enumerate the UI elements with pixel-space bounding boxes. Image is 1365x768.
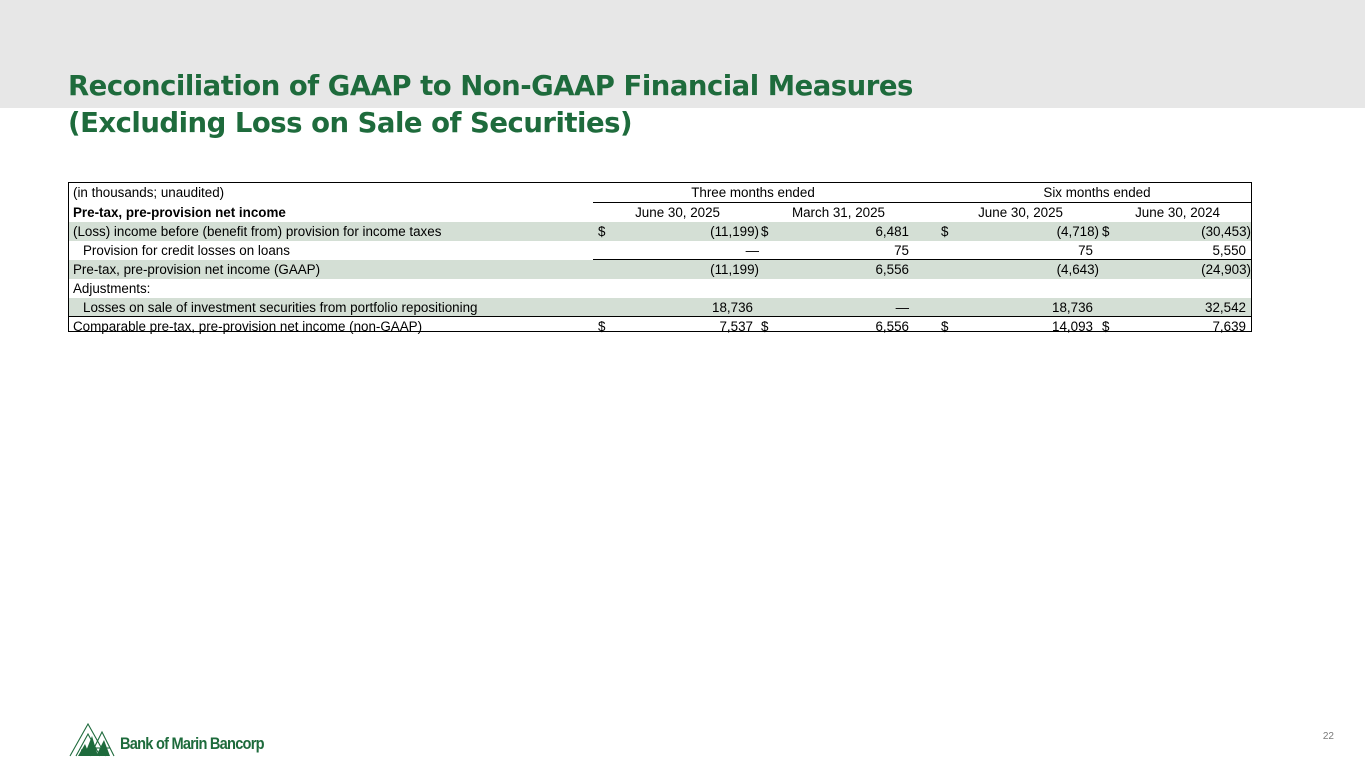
group-six-months: Six months ended <box>1043 185 1151 200</box>
table-header-row-2 <box>69 203 1251 222</box>
value-col-2: 6,556 <box>875 262 909 277</box>
value-col-1: 7,537 <box>719 319 753 334</box>
value-col-3: (4,643) <box>1056 262 1099 277</box>
value-col-3: (4,718) <box>1056 224 1099 239</box>
table-row <box>69 260 1251 279</box>
bank-logo <box>68 718 288 758</box>
section-label: Pre-tax, pre-provision net income <box>73 205 286 220</box>
value-col-2: — <box>895 300 909 315</box>
table-row <box>69 241 1251 260</box>
currency-symbol: $ <box>598 319 606 334</box>
value-col-3: 75 <box>1078 243 1093 258</box>
value-col-4: 5,550 <box>1212 243 1246 258</box>
table-row <box>69 317 1251 336</box>
row-label: (Loss) income before (benefit from) provision for income taxes <box>73 224 442 239</box>
row-label: Adjustments: <box>73 281 151 296</box>
col-header-1: June 30, 2025 <box>635 205 720 220</box>
value-col-3: 14,093 <box>1052 319 1093 334</box>
value-col-2: 6,556 <box>875 319 909 334</box>
value-col-4: (24,903) <box>1201 262 1251 277</box>
reconciliation-table <box>68 182 1252 332</box>
currency-symbol: $ <box>598 224 606 239</box>
value-col-3: 18,736 <box>1052 300 1093 315</box>
row-label: Losses on sale of investment securities from portfolio repositioning <box>83 300 478 315</box>
row-label: Comparable pre-tax, pre-provision net income (non-GAAP) <box>73 319 423 334</box>
title-line-1: Reconciliation of GAAP to Non-GAAP Financial Measures <box>68 70 913 102</box>
col-header-2: March 31, 2025 <box>791 205 885 220</box>
currency-symbol: $ <box>761 224 769 239</box>
col-header-3: June 30, 2025 <box>978 205 1063 220</box>
logo-text: Bank of Marin Bancorp <box>120 734 264 753</box>
currency-symbol: $ <box>1102 224 1110 239</box>
value-col-1: 18,736 <box>712 300 753 315</box>
slide-title <box>68 68 913 142</box>
mountain-trees-icon <box>68 718 120 758</box>
group-three-months: Three months ended <box>691 185 815 200</box>
currency-symbol: $ <box>761 319 769 334</box>
row-label: Pre-tax, pre-provision net income (GAAP) <box>73 262 321 277</box>
value-col-1: (11,199) <box>710 224 759 239</box>
value-col-2: 75 <box>894 243 909 258</box>
value-col-1: — <box>745 243 759 258</box>
currency-symbol: $ <box>941 224 949 239</box>
units-note: (in thousands; unaudited) <box>73 185 225 200</box>
currency-symbol: $ <box>941 319 949 334</box>
value-col-4: 32,542 <box>1205 300 1246 315</box>
page-number: 22 <box>1322 731 1334 742</box>
value-col-4: 7,639 <box>1212 319 1246 334</box>
title-line-2: (Excluding Loss on Sale of Securities) <box>68 107 633 139</box>
currency-symbol: $ <box>1102 319 1110 334</box>
table-row <box>69 298 1251 317</box>
value-col-1: (11,199) <box>710 262 759 277</box>
value-col-2: 6,481 <box>875 224 909 239</box>
value-col-4: (30,453) <box>1201 224 1251 239</box>
table-header-row-1 <box>69 183 1251 202</box>
table-row <box>69 279 1251 298</box>
col-header-4: June 30, 2024 <box>1135 205 1220 220</box>
table-row <box>69 222 1251 241</box>
row-label: Provision for credit losses on loans <box>83 243 290 258</box>
